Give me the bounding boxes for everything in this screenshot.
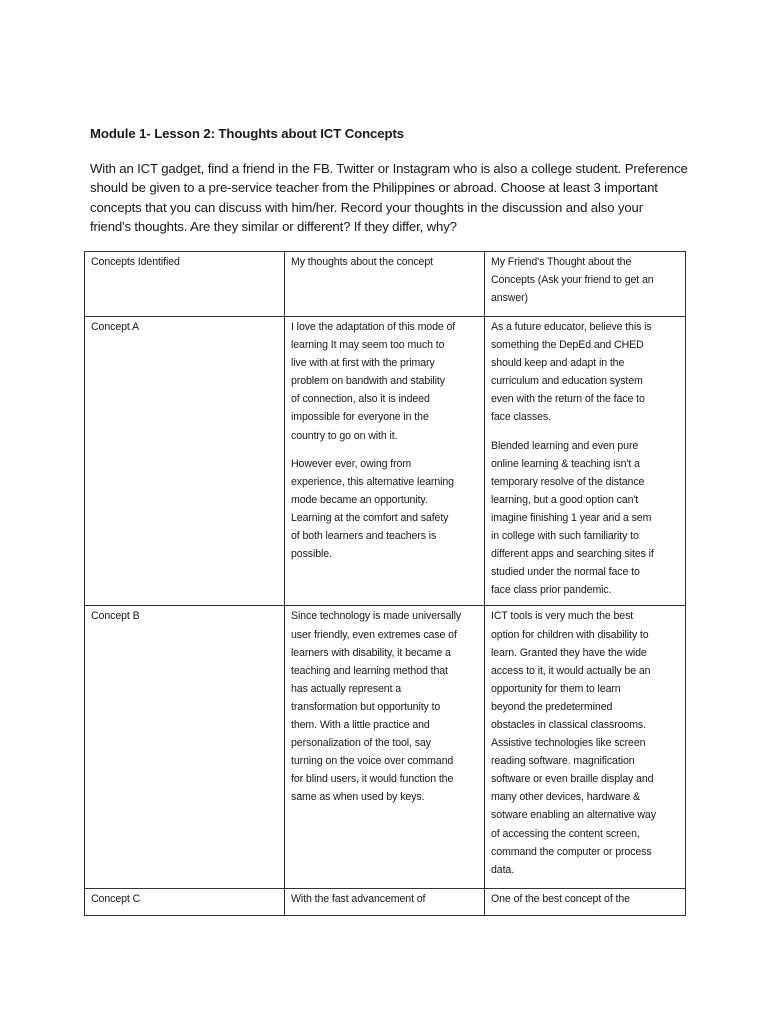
cell-text-line: even with the return of the face to (491, 393, 645, 406)
cell-text-line: country to go on with it. (291, 429, 398, 442)
cell-text-line: for blind users, it would function the (291, 773, 454, 786)
cell-text-line: sotware enabling an alternative way (491, 809, 656, 822)
intro-line: concepts that you can discuss with him/her. Record your thoughts in the discussion and also your (90, 199, 643, 215)
cell-text-line: data. (491, 863, 515, 876)
cell-text-line: Since technology is made universally (291, 610, 462, 623)
my-thoughts-cell (285, 889, 485, 915)
page-title: Module 1- Lesson 2: Thoughts about ICT Concepts (90, 126, 404, 141)
cell-text-line: live with at first with the primary (291, 357, 435, 370)
cell-text-line: beyond the predetermined (491, 700, 613, 713)
cell-text-line: ICT tools is very much the best (491, 610, 634, 623)
cell-text-line: studied under the normal face to (491, 566, 640, 579)
cell-text-line: impossible for everyone in the (291, 411, 429, 424)
cell-text-line: learners with disability, it became a (291, 646, 451, 659)
my-thoughts-cell (285, 606, 485, 889)
cell-text-line: many other devices, hardware & (491, 791, 640, 804)
my-thoughts-cell (285, 317, 485, 606)
friend-thoughts-cell (485, 317, 686, 606)
cell-text-line: With the fast advancement of (291, 893, 426, 906)
cell-text-line: personalization of the tool, say (291, 737, 431, 750)
cell-text-line: turning on the voice over command (291, 755, 454, 768)
cell-text-line: imagine finishing 1 year and a sem (491, 511, 652, 524)
cell-text-line: I love the adaptation of this mode of (291, 321, 456, 333)
cell-text-line: software or even braille display and (491, 773, 654, 786)
cell-text-line: has actually represent a (291, 682, 402, 695)
cell-text-line: different apps and searching sites if (491, 548, 654, 561)
cell-text-line: teaching and learning method that (291, 664, 448, 677)
intro-paragraph (90, 159, 690, 236)
cell-text-line: something the DepEd and CHED (491, 339, 644, 352)
cell-text-line: opportunity for them to learn (491, 682, 621, 695)
cell-text-line: As a future educator, believe this is (491, 321, 652, 333)
cell-text-line: learning, but a good option can't (491, 493, 639, 506)
cell-text-line: user friendly, even extremes case of (291, 628, 457, 641)
cell-text-line: face classes. (491, 411, 551, 424)
cell-text-line: possible. (291, 548, 332, 561)
cell-text-line: Assistive technologies like screen (491, 737, 646, 750)
header-concepts-identified: Concepts Identified (85, 252, 285, 317)
concept-name: Concept A (85, 317, 285, 606)
cell-text-line: Blended learning and even pure (491, 439, 639, 452)
friend-thoughts-cell (485, 606, 686, 889)
header-line: answer) (491, 292, 528, 305)
table-row (85, 317, 686, 606)
cell-text-line: learning It may seem too much to (291, 339, 445, 352)
cell-text-line: curriculum and education system (491, 375, 643, 388)
cell-text-line: However ever, owing from (291, 457, 412, 470)
cell-text-line: command the computer or process (491, 845, 652, 858)
cell-text-line: of both learners and teachers is (291, 530, 437, 543)
cell-text-line: reading software. magnification (491, 755, 635, 768)
cell-text-line: obstacles in classical classrooms. (491, 718, 646, 731)
header-line: Concepts (Ask your friend to get an (491, 274, 654, 287)
cell-text-line: learn. Granted they have the wide (491, 646, 647, 659)
cell-text-line: experience, this alternative learning (291, 475, 454, 488)
cell-text-line: same as when used by keys. (291, 791, 425, 804)
cell-text-line: temporary resolve of the distance (491, 475, 645, 488)
table-header-row (85, 252, 686, 317)
cell-text-line: mode became an opportunity. (291, 493, 428, 506)
concept-name: Concept B (85, 606, 285, 889)
cell-text-line: them. With a little practice and (291, 718, 430, 731)
paragraph-gap (291, 445, 479, 455)
cell-text-line: transformation but opportunity to (291, 700, 441, 713)
table-row (85, 889, 686, 915)
concepts-table (84, 251, 686, 916)
cell-text-line: option for children with disability to (491, 628, 649, 641)
table-row (85, 606, 686, 889)
cell-text-line: One of the best concept of the (491, 893, 630, 906)
header-line: My Friend's Thought about the (491, 256, 632, 268)
intro-line: With an ICT gadget, find a friend in the FB. Twitter or Instagram who is also a college student. Preference (90, 161, 688, 176)
cell-text-line: face class prior pandemic. (491, 584, 612, 597)
paragraph-gap (491, 427, 680, 437)
cell-text-line: online learning & teaching isn't a (491, 457, 640, 470)
intro-line: friend's thoughts. Are they similar or different? If they differ, why? (90, 218, 457, 234)
concept-name: Concept C (85, 889, 285, 915)
intro-line: should be given to a pre-service teacher from the Philippines or abroad. Choose at least 3 important (90, 180, 658, 196)
cell-text-line: should keep and adapt in the (491, 357, 625, 370)
cell-text-line: problem on bandwith and stability (291, 375, 445, 388)
cell-text-line: of connection, also it is indeed (291, 393, 430, 406)
friend-thoughts-cell (485, 889, 686, 915)
header-my-thoughts: My thoughts about the concept (285, 252, 485, 317)
cell-text-line: in college with such familiarity to (491, 530, 639, 543)
cell-text-line: of accessing the content screen, (491, 827, 640, 840)
header-friend-thoughts (485, 252, 686, 317)
cell-text-line: Learning at the comfort and safety (291, 511, 449, 524)
cell-text-line: access to it, it would actually be an (491, 664, 651, 677)
